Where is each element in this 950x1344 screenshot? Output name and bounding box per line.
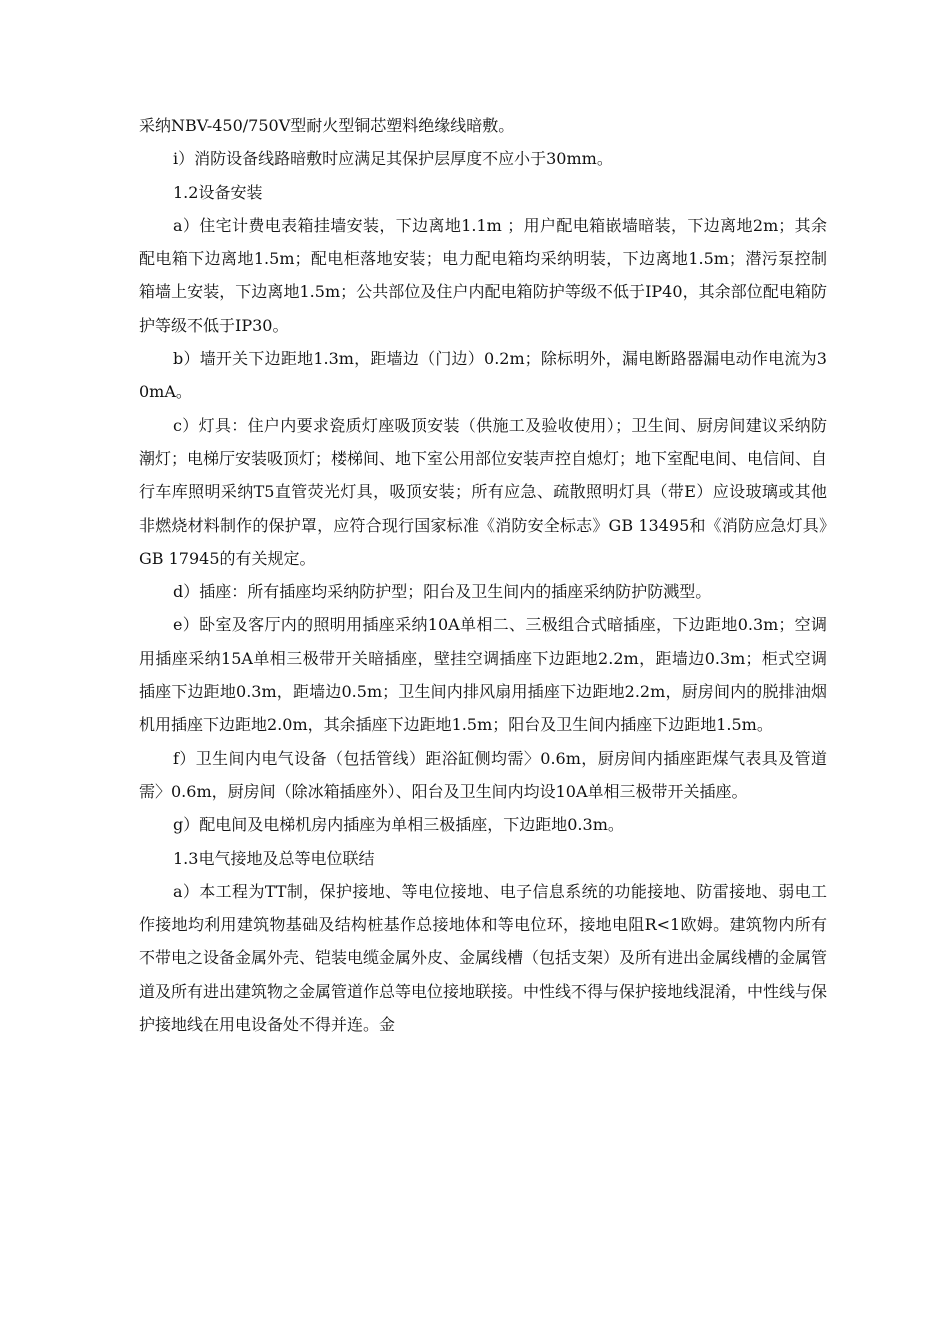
paragraph: 采纳NBV-450/750V型耐火型铜芯塑料绝缘线暗敷。 [139,116,515,135]
paragraph: d）插座：所有插座均采纳防护型；阳台及卫生间内的插座采纳防护防溅型。 [173,582,712,602]
paragraph: b）墙开关下边距地1.3m，距墙边（门边）0.2m；除标明外，漏电断路器漏电动作电流为30mA。 [139,349,827,402]
paragraph: a）住宅计费电表箱挂墙安装，下边离地1.1m ；用户配电箱嵌墙暗装，下边离地2m；其余配电箱下边离地1.5m；配电柜落地安装；电力配电箱均采纳明装，下边离地1.5m；潜污泵控制箱墙上安装，下边离地1.5m；公共部位及住户内配电箱防护等级不低于IP40，其余部位配电箱防护等级不低于IP30。 [139,215,827,335]
paragraph: i）消防设备线路暗敷时应满足其保护层厚度不应小于30mm。 [173,149,613,169]
paragraph: c）灯具：住户内要求瓷质灯座吸顶安装（供施工及验收使用）；卫生间、厨房间建议采纳防潮灯；电梯厅安装吸顶灯；楼梯间、地下室公用部位安装声控自熄灯；地下室配电间、电信间、自行车库照明采纳T5直管荧光灯具，吸顶安装；所有应急、疏散照明灯具（带E）应设玻璃或其他非燃烧材料制作的保护罩，应符合现行国家标准《消防安全标志》GB 13495和《消防应急灯具》GB 17945的有关规定。 [139,415,828,568]
document-page [139,109,827,1041]
section-heading: 1.3电气接地及总等电位联结 [173,848,375,868]
paragraph: g）配电间及电梯机房内插座为单相三极插座，下边距地0.3m。 [173,815,624,835]
paragraph: e）卧室及客厅内的照明用插座采纳10A单相二、三极组合式暗插座，下边距地0.3m；空调用插座采纳15A单相三极带开关暗插座，壁挂空调插座下边距地2.2m，距墙边0.3m；柜式空调插座下边距地0.3m，距墙边0.5m；卫生间内排风扇用插座下边距地2.2m，厨房间内的脱排油烟机用插座下边距地2.0m，其余插座下边距地1.5m；阳台及卫生间内插座下边距地1.5m。 [139,615,827,735]
section-heading: 1.2设备安装 [173,182,263,202]
paragraph: f）卫生间内电气设备（包括管线）距浴缸侧均需〉0.6m，厨房间内插座距煤气表具及管道需〉0.6m，厨房间（除冰箱插座外）、阳台及卫生间内均设10A单相三极带开关插座。 [139,748,827,801]
paragraph: a）本工程为TT制，保护接地、等电位接地、电子信息系统的功能接地、防雷接地、弱电工作接地均利用建筑物基础及结构桩基作总接地体和等电位环，接地电阻R<1欧姆。建筑物内所有不带电之设备金属外壳、铠装电缆金属外皮、金属线槽（包括支架）及所有进出金属线槽的金属管道及所有进出建筑物之金属管道作总等电位接地联接。中性线不得与保护接地线混淆，中性线与保护接地线在用电设备处不得并连。金 [139,881,828,1035]
